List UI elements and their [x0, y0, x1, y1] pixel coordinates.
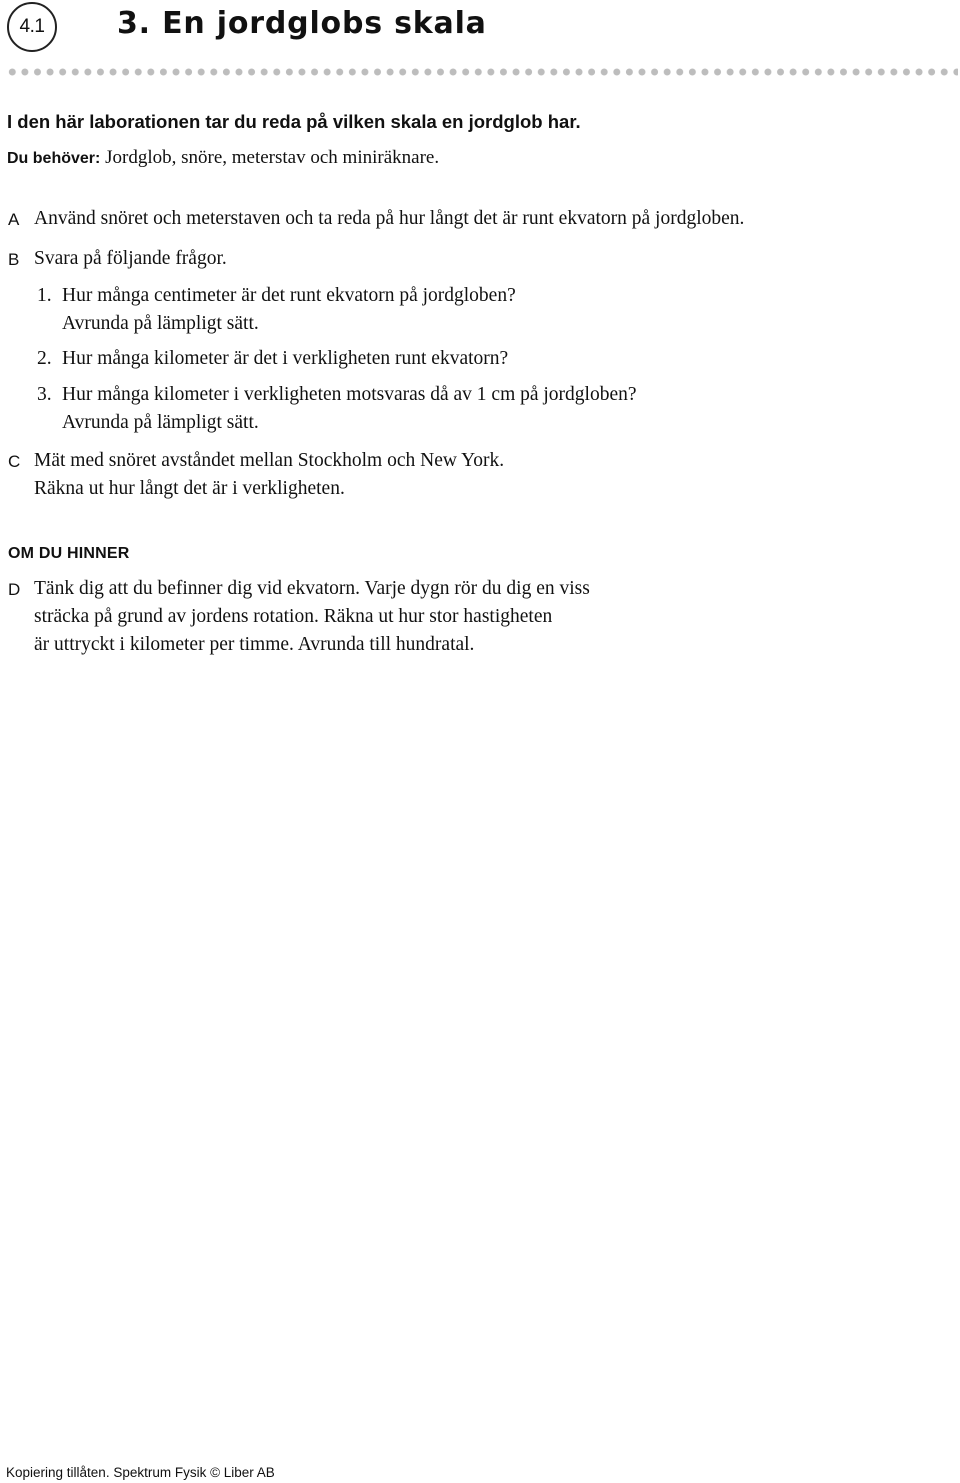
question-text: Hur många kilometer i verkligheten motsvaras då av 1 cm på jordgloben?	[62, 384, 637, 405]
task-letter: B	[8, 250, 20, 269]
question-number: 1.	[37, 285, 52, 306]
question-text: Hur många kilometer är det i verkligheten runt ekvatorn?	[62, 348, 509, 369]
task-letter: C	[8, 452, 21, 471]
question-number: 2.	[37, 348, 52, 369]
section-number-badge: 4.1	[7, 2, 57, 52]
task-letter: D	[8, 580, 21, 599]
task-text: är uttryckt i kilometer per timme. Avrunda till hundratal.	[34, 634, 475, 655]
dotted-divider	[6, 66, 958, 78]
question-number: 3.	[37, 384, 52, 405]
footer-copyright: Kopiering tillåten. Spektrum Fysik © Liber AB	[6, 1465, 275, 1480]
extra-heading: OM DU HINNER	[8, 545, 130, 562]
page-title: 3. En jordglobs skala	[117, 6, 487, 41]
task-letter: A	[8, 210, 20, 229]
task-text: Räkna ut hur långt det är i verkligheten.	[34, 478, 345, 499]
materials-line	[7, 147, 439, 169]
materials-label: Du behöver:	[7, 150, 101, 167]
materials-text: Jordglob, snöre, meterstav och miniräknare.	[105, 147, 440, 168]
intro-text: I den här laborationen tar du reda på vilken skala en jordglob har.	[7, 111, 581, 132]
task-text: sträcka på grund av jordens rotation. Räkna ut hur stor hastigheten	[34, 606, 553, 627]
page-header	[0, 0, 960, 60]
task-text: Mät med snöret avståndet mellan Stockholm och New York.	[34, 450, 505, 471]
question-text: Avrunda på lämpligt sätt.	[62, 412, 259, 433]
question-text: Avrunda på lämpligt sätt.	[62, 313, 259, 334]
question-text: Hur många centimeter är det runt ekvatorn på jordgloben?	[62, 285, 516, 306]
task-text: Använd snöret och meterstaven och ta reda på hur långt det är runt ekvatorn på jordgloben.	[34, 208, 745, 229]
task-text: Tänk dig att du befinner dig vid ekvatorn. Varje dygn rör du dig en viss	[34, 578, 590, 599]
task-text: Svara på följande frågor.	[34, 248, 227, 269]
